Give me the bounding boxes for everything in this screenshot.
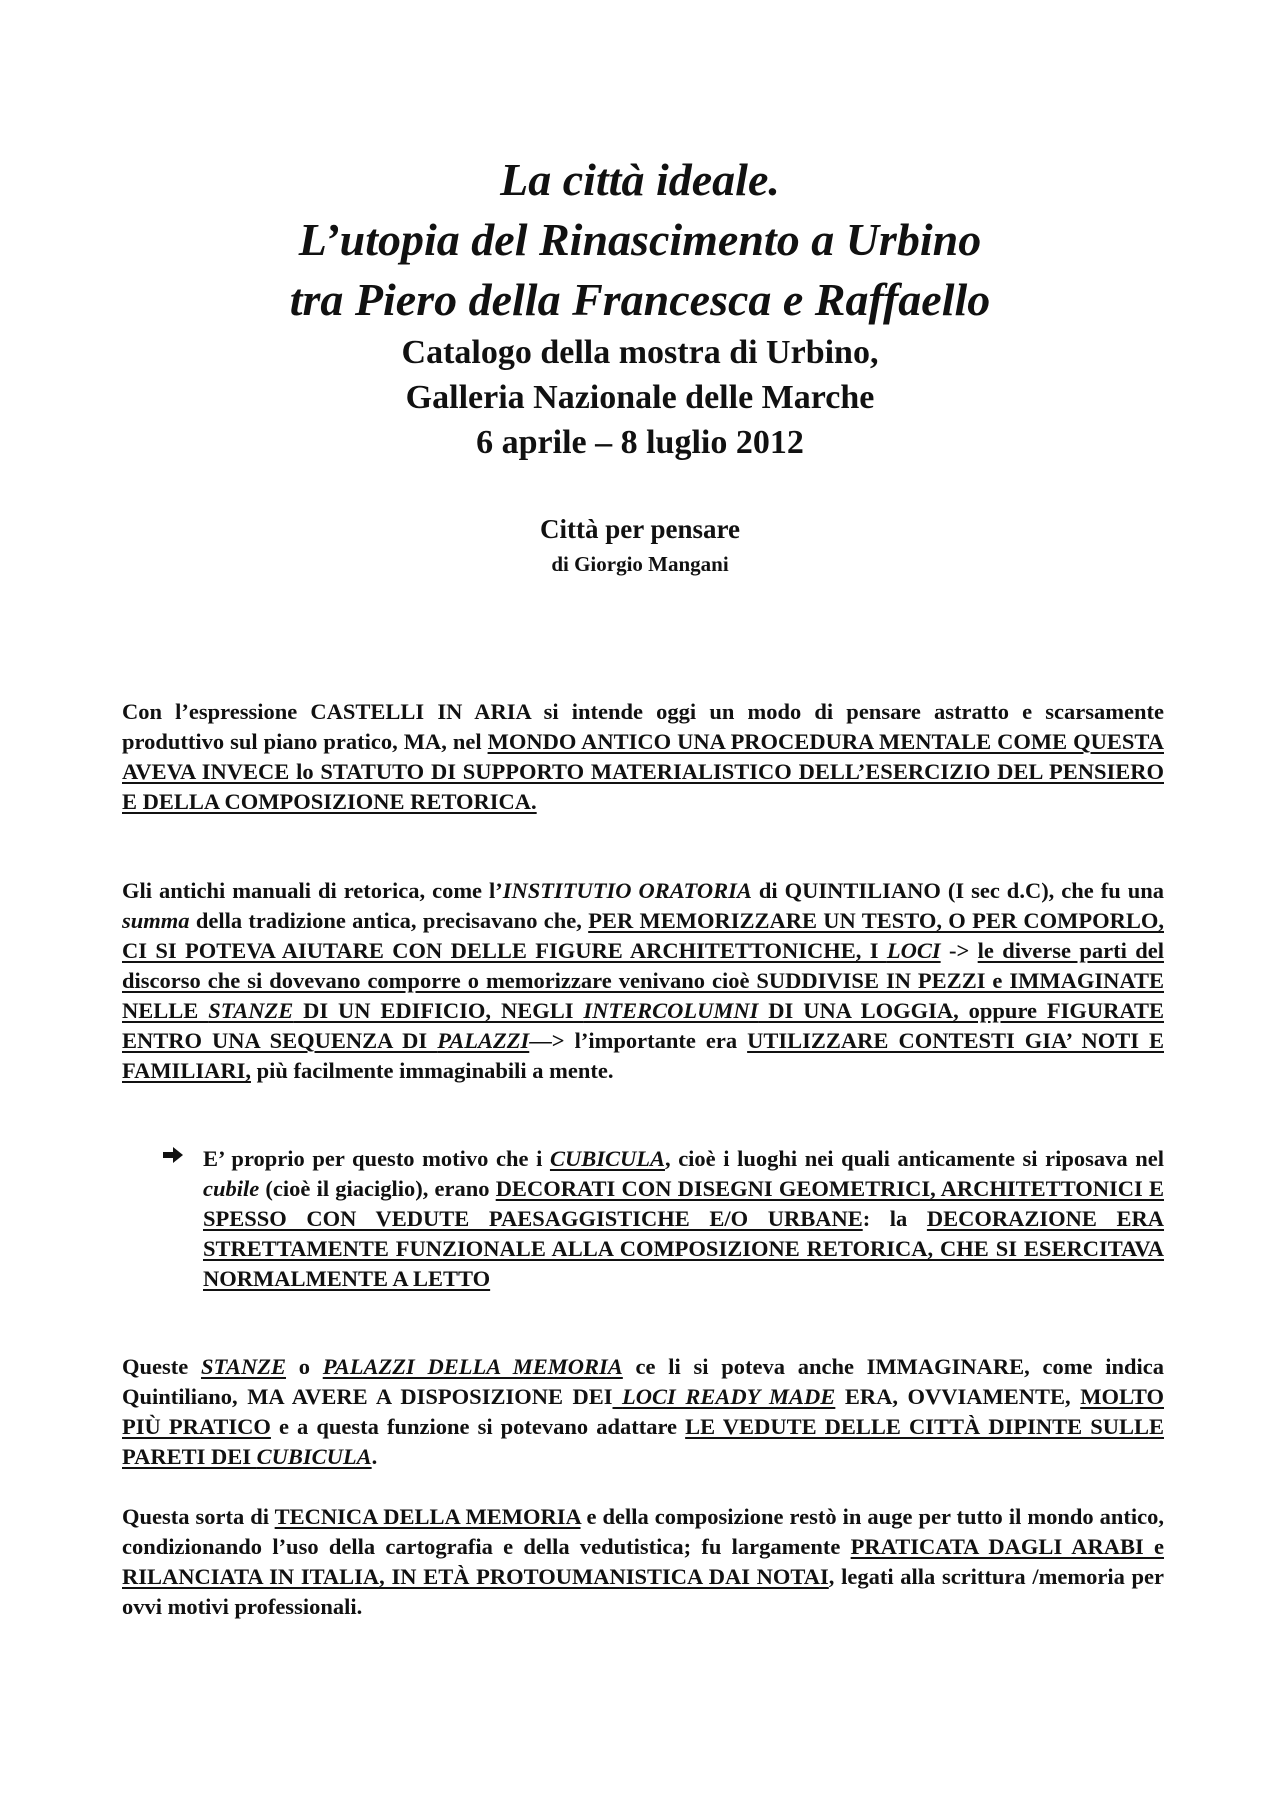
text-run: : la xyxy=(862,1206,927,1231)
text-run: DI UN EDIFICIO, NEGLI xyxy=(293,998,584,1023)
text-run: PALAZZI DELLA MEMORIA xyxy=(322,1354,623,1379)
text-run: LOCI xyxy=(886,938,941,963)
text-run: MOLTO PIÙ PRATICO xyxy=(122,1384,1164,1439)
text-run: INSTITUTIO ORATORIA xyxy=(502,878,752,903)
text-run: o xyxy=(286,1354,323,1379)
paragraph-tecnica xyxy=(122,1502,1164,1622)
text-run: di QUINTILIANO (I sec d.C), che fu una xyxy=(751,878,1165,903)
text-run: della tradizione antica, precisavano che, xyxy=(189,908,589,933)
bullet-item-cubicula xyxy=(161,1144,1164,1294)
article-title: Città per pensare xyxy=(540,514,740,544)
text-run: CUBICULA xyxy=(549,1146,665,1171)
subtitle-line: 6 aprile – 8 luglio 2012 xyxy=(476,424,804,461)
text-run: —> l’importante era xyxy=(529,1028,748,1053)
text-run: le diverse parti del discorso che si dovevano comporre o memorizzare venivano cioè SUDDIVISE IN PEZZI e IMMAGINATE NELLE xyxy=(122,938,1164,1023)
text-run: cubile xyxy=(203,1176,260,1201)
text-run: CUBICULA xyxy=(256,1444,372,1469)
subtitle-line: Galleria Nazionale delle Marche xyxy=(405,379,875,416)
text-run: ce li si poteva anche IMMAGINARE, come indica Quintiliano, MA AVERE A DISPOSIZIONE DEI xyxy=(122,1354,1164,1409)
text-run: Gli antichi manuali di retorica, come l’ xyxy=(122,878,503,903)
text-run: più facilmente immaginabili a mente. xyxy=(250,1058,614,1083)
text-run: , legati alla scrittura /memoria per ovvi motivi professionali. xyxy=(122,1564,1165,1619)
text-run: STANZE xyxy=(208,998,294,1023)
text-run: summa xyxy=(122,908,190,933)
right-arrow-icon xyxy=(161,1144,191,1174)
text-run: ERA, OVVIAMENTE, xyxy=(835,1384,1081,1409)
text-run: PRATICATA DAGLI ARABI e RILANCIATA IN ITALIA, IN ETÀ PROTOUMANISTICA DAI NOTAI xyxy=(122,1534,1164,1589)
text-run: TECNICA DELLA MEMORIA xyxy=(274,1504,581,1529)
text-run: STANZE xyxy=(200,1354,286,1379)
text-run: -> xyxy=(940,938,978,963)
text-run xyxy=(613,1384,623,1409)
text-run: (cioè il giaciglio), erano xyxy=(259,1176,496,1201)
text-run: DECORAZIONE ERA STRETTAMENTE FUNZIONALE ALLA COMPOSIZIONE RETORICA, CHE SI ESERCITAVA NORMALMENTE A LETTO xyxy=(203,1206,1165,1291)
subtitle-line: Catalogo della mostra di Urbino, xyxy=(401,334,879,371)
article-author: di Giorgio Mangani xyxy=(551,552,729,576)
text-run: Con l’espressione CASTELLI IN ARIA si intende oggi un modo di pensare astratto e scarsamente produttivo sul piano pratico, MA, nel xyxy=(122,699,1164,754)
text-run: Questa sorta di xyxy=(122,1504,275,1529)
text-run: e a questa funzione si potevano adattare xyxy=(270,1414,686,1439)
paragraph-quintiliano xyxy=(122,876,1164,1086)
paragraph-stanze xyxy=(122,1352,1164,1472)
text-run: UTILIZZARE CONTESTI GIA’ NOTI E FAMILIARI, xyxy=(122,1028,1164,1083)
text-run: LE VEDUTE DELLE CITTÀ DIPINTE SULLE PARETI DEI xyxy=(122,1414,1164,1469)
text-run: PER MEMORIZZARE UN TESTO, O PER COMPORLO, CI SI POTEVA AIUTARE CON DELLE FIGURE ARCHITETTONICHE, I xyxy=(122,908,1164,963)
text-run: LOCI READY MADE xyxy=(622,1384,836,1409)
title-line: La città ideale. xyxy=(500,154,780,205)
text-run: , cioè i luoghi nei quali anticamente si riposava nel xyxy=(664,1146,1164,1171)
text-run: PALAZZI xyxy=(437,1028,530,1053)
title-block xyxy=(140,150,1140,465)
text-run: . xyxy=(371,1444,378,1469)
bullet-text xyxy=(203,1144,1164,1294)
paragraph-castelli xyxy=(122,697,1164,817)
text-run: Queste xyxy=(122,1354,201,1379)
text-run: e della composizione restò in auge per tutto il mondo antico, condizionando l’uso della cartografia e della vedutistica; fu largamente xyxy=(122,1504,1164,1559)
text-run: INTERCOLUMNI xyxy=(583,998,759,1023)
title-line: tra Piero della Francesca e Raffaello xyxy=(289,274,991,325)
text-run: E’ proprio per questo motivo che i xyxy=(203,1146,550,1171)
text-run: MONDO ANTICO UNA PROCEDURA MENTALE COME QUESTA AVEVA INVECE lo STATUTO DI SUPPORTO MATERIALISTICO DELL’ESERCIZIO DEL PENSIERO E DELLA COMPOSIZIONE RETORICA. xyxy=(122,729,1164,814)
title-line: L’utopia del Rinascimento a Urbino xyxy=(298,214,982,265)
text-run: DI UNA LOGGIA, oppure FIGURATE ENTRO UNA SEQUENZA DI xyxy=(122,998,1164,1053)
text-run: DECORATI CON DISEGNI GEOMETRICI, ARCHITETTONICI E SPESSO CON VEDUTE PAESAGGISTICHE E/O URBANE xyxy=(203,1176,1164,1231)
